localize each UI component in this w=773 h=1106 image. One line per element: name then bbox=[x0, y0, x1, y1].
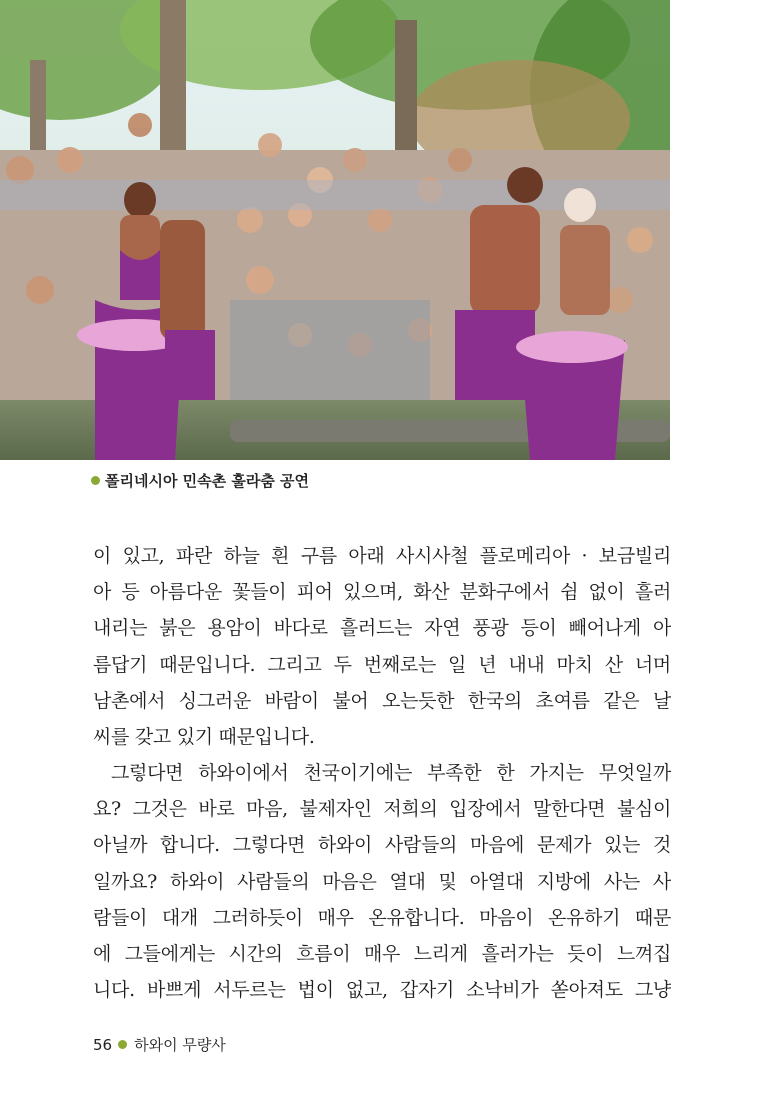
text-line: 니다. 바쁘게 서두르는 법이 없고, 갑자기 소낙비가 쏟아져도 그냥 bbox=[93, 979, 671, 1002]
page-footer bbox=[93, 1034, 226, 1055]
text-line: 그렇다면 하와이에서 천국이기에는 부족한 한 가지는 무엇일까 bbox=[111, 762, 671, 784]
photo-illustration bbox=[0, 0, 670, 460]
page-number: 56 bbox=[93, 1035, 113, 1054]
text-line: 아 등 아름다운 꽃들이 피어 있으며, 화산 분화구에서 쉼 없이 흘러 bbox=[93, 581, 671, 604]
text-line: 름답기 때문입니다. 그리고 두 번째로는 일 년 내내 마치 산 너머 bbox=[93, 653, 671, 676]
footer-bullet-icon bbox=[118, 1040, 127, 1049]
text-line: 아닐까 합니다. 그렇다면 하와이 사람들의 마음에 문제가 있는 것 bbox=[93, 834, 671, 857]
text-line: 에 그들에게는 시간의 흐름이 매우 느리게 흘러가는 듯이 느껴집 bbox=[93, 943, 671, 966]
caption-text: 폴리네시아 민속촌 훌라춤 공연 bbox=[105, 472, 310, 490]
text-line: 이 있고, 파란 하늘 흰 구름 아래 사시사철 플로메리아 · 보금빌리 bbox=[93, 545, 671, 567]
caption-bullet-icon bbox=[91, 476, 100, 485]
text-line: 씨를 갖고 있기 때문입니다. bbox=[93, 726, 315, 749]
paragraph-1 bbox=[93, 538, 671, 755]
text-line: 내리는 붉은 용암이 바다로 흘러드는 자연 풍광 등이 빼어나게 아 bbox=[93, 617, 671, 640]
book-title: 하와이 무량사 bbox=[134, 1036, 226, 1054]
hula-performance-photo bbox=[0, 0, 670, 460]
text-line: 요? 그것은 바로 마음, 불제자인 저희의 입장에서 말한다면 불심이 bbox=[93, 798, 671, 821]
text-line: 람들이 대개 그러하듯이 매우 온유합니다. 마음이 온유하기 때문 bbox=[93, 906, 671, 929]
paragraph-2 bbox=[93, 755, 671, 1008]
text-line: 남촌에서 싱그러운 바람이 불어 오는듯한 한국의 초여름 같은 날 bbox=[93, 689, 671, 712]
text-line: 일까요? 하와이 사람들의 마음은 열대 및 아열대 지방에 사는 사 bbox=[93, 870, 671, 893]
photo-caption bbox=[91, 470, 309, 491]
